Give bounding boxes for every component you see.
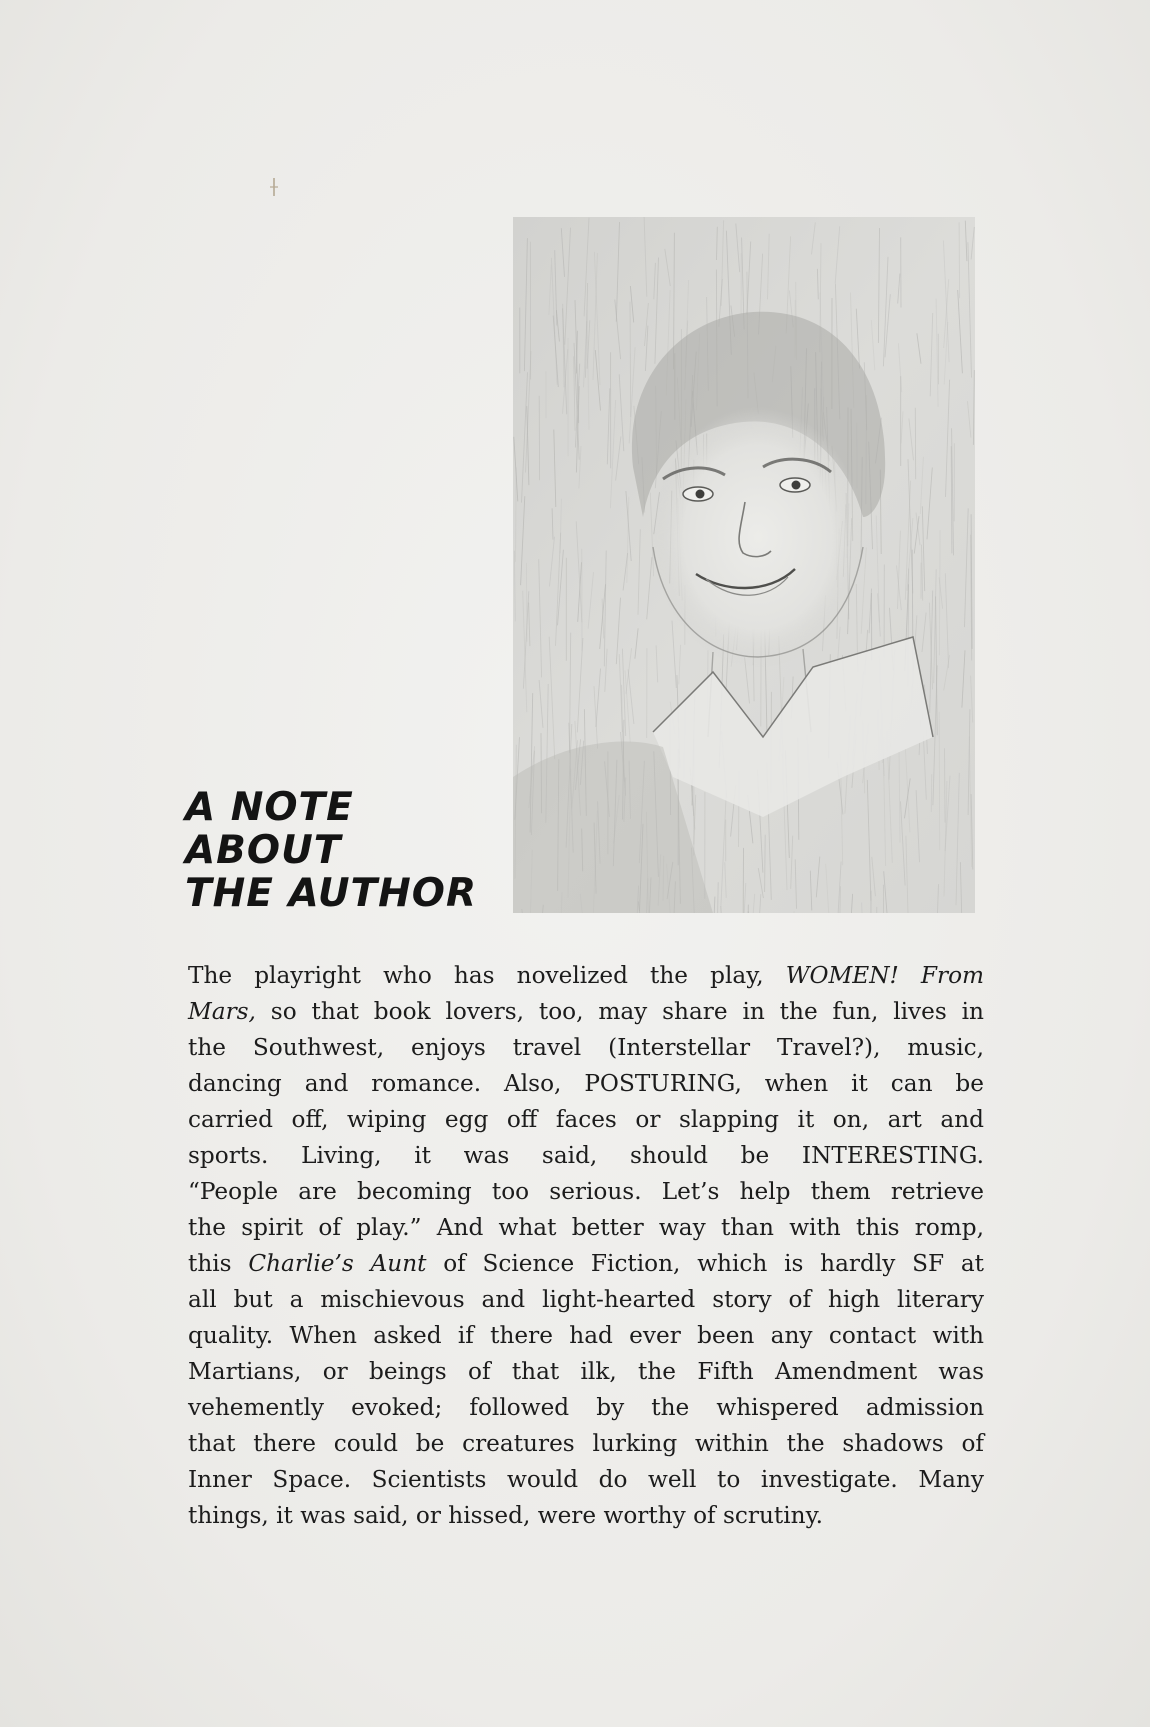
section-heading <box>185 786 505 915</box>
bio-line: the spirit of play.” And what better way than with this romp, <box>188 1214 984 1241</box>
bio-line: Mars, so that book lovers, too, may share in the fun, lives in <box>188 998 984 1025</box>
bio-line: the Southwest, enjoys travel (Interstellar Travel?), music, <box>188 1034 984 1061</box>
paper-fleck <box>270 178 278 196</box>
bio-line: this Charlie’s Aunt of Science Fiction, which is hardly SF at <box>188 1250 984 1277</box>
bio-line: all but a mischievous and light-hearted story of high literary <box>188 1286 984 1313</box>
author-biography <box>188 958 984 1534</box>
heading-line: ABOUT <box>185 828 342 873</box>
bio-line: vehemently evoked; followed by the whispered admission <box>188 1394 984 1421</box>
bio-line: quality. When asked if there had ever been any contact with <box>188 1322 984 1349</box>
pencil-sketch-portrait-icon <box>513 217 975 913</box>
bio-line: that there could be creatures lurking within the shadows of <box>188 1430 984 1457</box>
bio-line: carried off, wiping egg off faces or slapping it on, art and <box>188 1106 984 1133</box>
bio-line: “People are becoming too serious. Let’s help them retrieve <box>188 1178 984 1205</box>
heading-line: THE AUTHOR <box>185 871 477 916</box>
bio-line: things, it was said, or hissed, were worthy of scrutiny. <box>188 1502 823 1529</box>
bio-line: sports. Living, it was said, should be INTERESTING. <box>188 1142 984 1169</box>
bio-line: The playright who has novelized the play, WOMEN! From <box>188 962 985 989</box>
bio-line: Inner Space. Scientists would do well to investigate. Many <box>188 1466 984 1493</box>
heading-line: A NOTE <box>185 785 354 830</box>
author-portrait <box>513 217 975 913</box>
bio-line: Martians, or beings of that ilk, the Fifth Amendment was <box>188 1358 984 1385</box>
bio-line: dancing and romance. Also, POSTURING, when it can be <box>188 1070 984 1097</box>
